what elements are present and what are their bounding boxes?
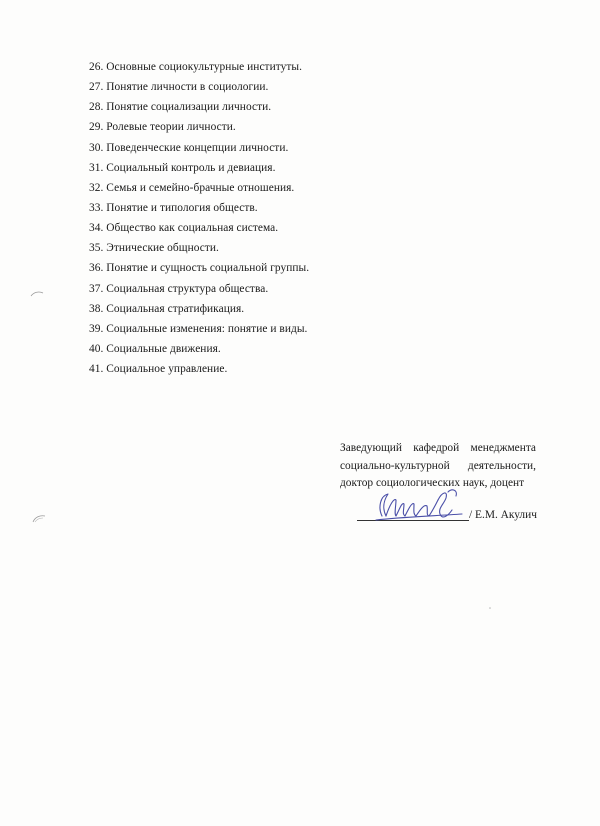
list-item: 29. Ролевые теории личности. [89, 121, 236, 134]
list-item: 28. Понятие социализации личности. [89, 101, 272, 114]
list-item: 34. Общество как социальная система. [89, 222, 279, 235]
exam-topics-list [89, 57, 309, 379]
list-item: 41. Социальное управление. [89, 363, 228, 376]
list-item: 36. Понятие и сущность социальной группы. [89, 262, 310, 275]
list-item: 39. Социальные изменения: понятие и виды. [89, 322, 308, 335]
scan-speck [30, 290, 44, 298]
list-item: 26. Основные социокультурные институты. [89, 61, 302, 73]
scan-speck [32, 514, 46, 524]
signatory-position [340, 440, 536, 493]
list-item: 32. Семья и семейно-брачные отношения. [89, 181, 295, 194]
handwritten-signature [372, 486, 466, 526]
list-item: 31. Социальный контроль и девиация. [89, 161, 276, 174]
list-item: 38. Социальная стратификация. [89, 302, 245, 315]
signatory-name: / Е.М. Акулич [469, 509, 537, 521]
list-item: 27. Понятие личности в социологии. [89, 81, 269, 94]
position-line: социально-культурной деятельности, [340, 459, 536, 472]
list-item: 35. Этнические общности. [89, 242, 219, 255]
position-line: Заведующий кафедрой менеджмента [340, 442, 536, 454]
list-item: 30. Поведенческие концепции личности. [89, 141, 289, 154]
list-item: 40. Социальные движения. [89, 342, 221, 355]
position-line: доктор социологических наук, доцент [340, 477, 525, 489]
list-item: 33. Понятие и типология обществ. [89, 201, 258, 214]
scan-speck [488, 606, 492, 610]
list-item: 37. Социальная структура общества. [89, 282, 269, 295]
